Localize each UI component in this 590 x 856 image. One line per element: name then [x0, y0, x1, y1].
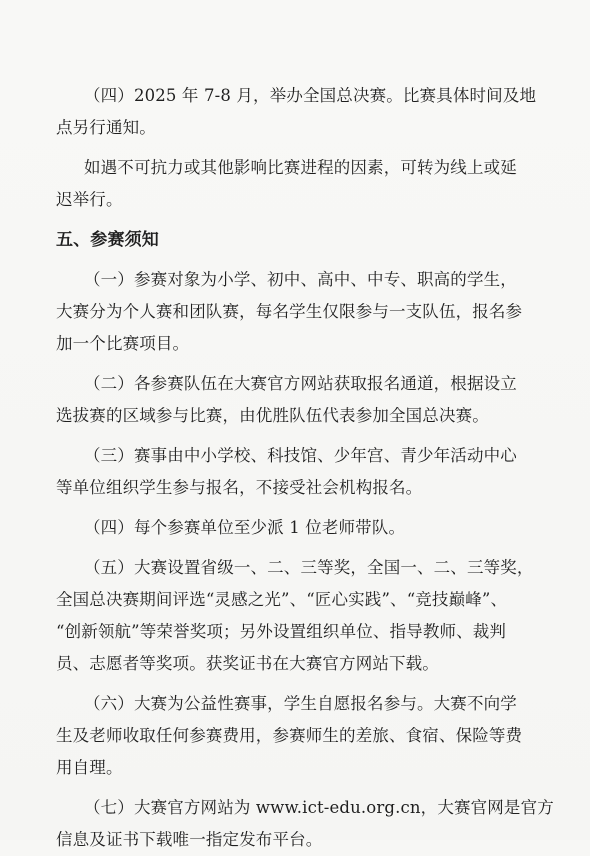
- paragraph-gap: [56, 216, 538, 224]
- paragraph-line: 信息及证书下载唯一指定发布平台。: [56, 830, 323, 849]
- paragraph-line: 等单位组织学生参与报名，不接受社会机构报名。: [56, 478, 423, 497]
- paragraph-line: （五）大赛设置省级一、二、三等奖，全国一、二、三等奖，: [84, 558, 534, 577]
- paragraph-line: 点另行通知。: [56, 118, 156, 137]
- paragraph-line: 用自理。: [56, 758, 123, 777]
- paragraph-organizers: [56, 440, 538, 504]
- paragraph-gap: [56, 784, 538, 792]
- paragraph-teacher-lead: [56, 512, 538, 544]
- paragraph-line: （二）各参赛队伍在大赛官方网站获取报名通道，根据设立: [84, 374, 517, 393]
- paragraph-gap: [56, 432, 538, 440]
- section-title-text: 五、参赛须知: [56, 230, 159, 250]
- paragraph-line: 迟举行。: [56, 190, 123, 209]
- paragraph-gap: [56, 360, 538, 368]
- paragraph-eligibility: [56, 264, 538, 360]
- paragraph-national-final: [56, 80, 538, 144]
- paragraph-line: 员、志愿者等奖项。获奖证书在大赛官方网站下载。: [56, 654, 439, 673]
- paragraph-gap: [56, 680, 538, 688]
- paragraph-gap: [56, 256, 538, 264]
- paragraph-force-majeure: [56, 152, 538, 216]
- paragraph-line: （七）大赛官方网站为 www.ict-edu.org.cn，大赛官网是官方: [84, 798, 554, 817]
- paragraph-line: （六）大赛为公益性赛事，学生自愿报名参与。大赛不向学: [84, 694, 517, 713]
- paragraph-public-welfare: [56, 688, 538, 784]
- paragraph-line: （四）2025 年 7-8 月，举办全国总决赛。比赛具体时间及地: [84, 86, 537, 105]
- document-body: [56, 80, 554, 856]
- paragraph-line: 生及老师收取任何参赛费用，参赛师生的差旅、食宿、保险等费: [56, 726, 523, 745]
- paragraph-awards: [56, 552, 538, 680]
- paragraph-line: 加一个比赛项目。: [56, 334, 190, 353]
- paragraph-line: （三）赛事由中小学校、科技馆、少年宫、青少年活动中心: [84, 446, 517, 465]
- paragraph-line: 选拔赛的区域参与比赛，由优胜队伍代表参加全国总决赛。: [56, 406, 489, 425]
- paragraph-gap: [56, 544, 538, 552]
- paragraph-gap: [56, 144, 538, 152]
- paragraph-line: “创新领航”等荣誉奖项；另外设置组织单位、指导教师、裁判: [56, 622, 507, 641]
- paragraph-line: 如遇不可抗力或其他影响比赛进程的因素，可转为线上或延: [84, 158, 517, 177]
- section-title: [56, 224, 538, 256]
- paragraph-gap: [56, 504, 538, 512]
- paragraph-line: （一）参赛对象为小学、初中、高中、中专、职高的学生，: [84, 270, 517, 289]
- paragraph-line: 大赛分为个人赛和团队赛，每名学生仅限参与一支队伍，报名参: [56, 302, 523, 321]
- paragraph-line: 全国总决赛期间评选“灵感之光”、“匠心实践”、“竞技巅峰”、: [56, 590, 508, 609]
- paragraph-line: （四）每个参赛单位至少派 1 位老师带队。: [84, 518, 406, 537]
- paragraph-official-website: [56, 792, 554, 856]
- paragraph-registration-channel: [56, 368, 538, 432]
